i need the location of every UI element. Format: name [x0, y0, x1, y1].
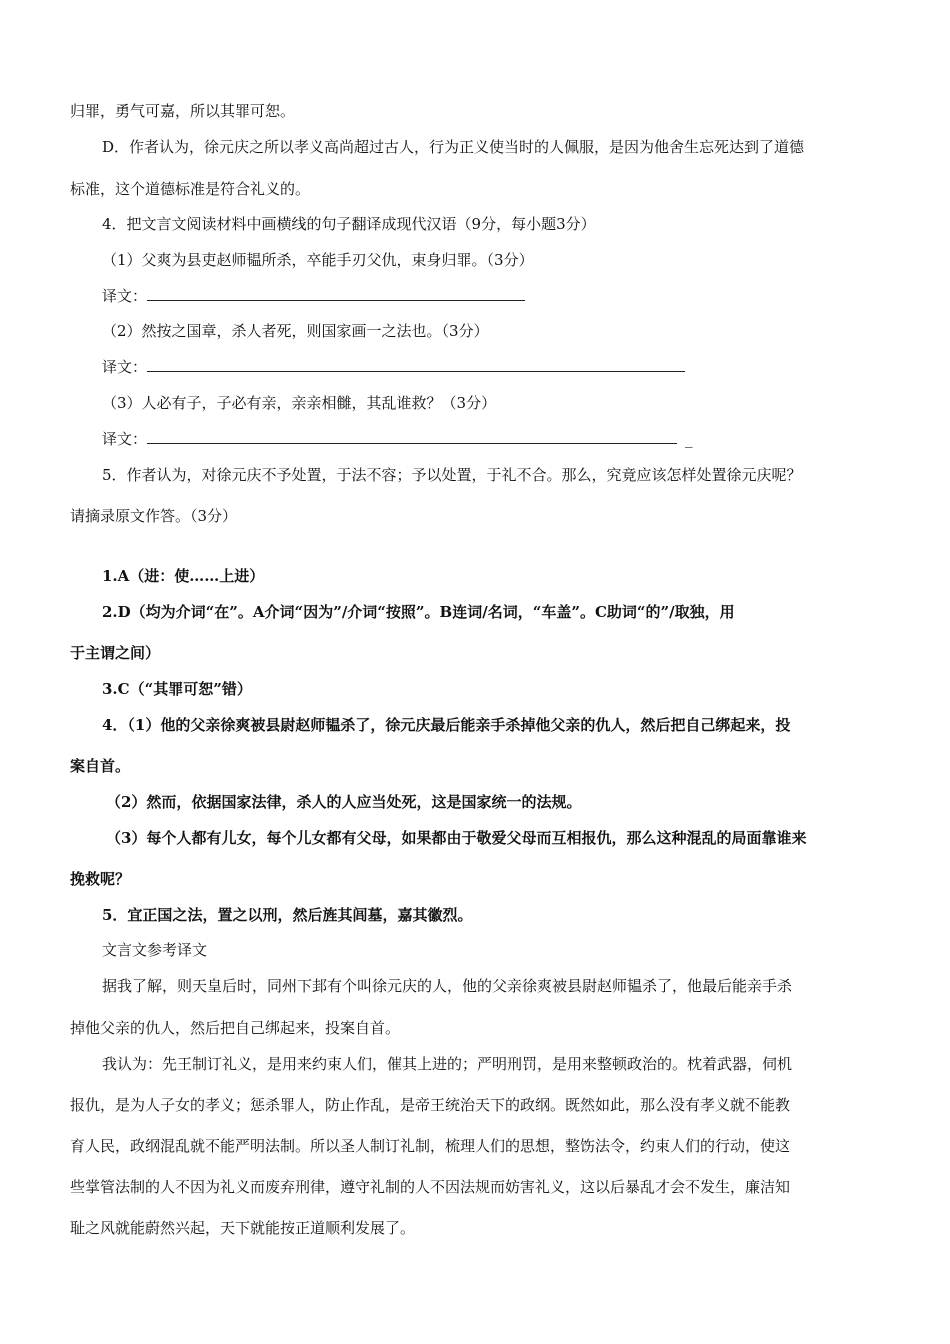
answer-1: 1.A（进：使……上进）: [102, 567, 265, 585]
text-line: 请摘录原文作答。（3分）: [70, 507, 238, 525]
translation-label: 译文：: [102, 287, 148, 305]
answer-4-2: （2）然而，依据国家法律，杀人的人应当处死，这是国家统一的法规。: [106, 793, 582, 811]
trailing-mark: _: [685, 430, 693, 448]
translation-line: 据我了解，则天皇后时，同州下邽有个叫徐元庆的人，他的父亲徐爽被县尉赵师韫杀了，他最后能亲手杀: [102, 977, 793, 995]
answer-4-1-cont: 案自首。: [70, 757, 131, 775]
translation-label: 译文：: [102, 358, 148, 376]
answer-2: 2.D（均为介词“在”。A介词“因为”/介词“按照”。B连词/名词，“车盖”。C助词“的”/取独，用: [102, 603, 735, 621]
underline-blank: [147, 429, 677, 444]
translation-line: 育人民，政纲混乱就不能严明法制。所以圣人制订礼制，梳理人们的思想，整饬法令，约束人们的行动，使这: [70, 1137, 791, 1155]
translation-line: 些掌管法制的人不因为礼义而废弃刑律，遵守礼制的人不因法规而妨害礼义，这以后暴乱才会不发生，廉洁知: [70, 1178, 791, 1196]
answer-blank-1: [102, 286, 917, 306]
answer-3: 3.C（“其罪可恕”错）: [102, 680, 252, 698]
option-d-line: D．作者认为，徐元庆之所以孝义高尚超过古人，行为正义使当时的人佩服，是因为他舍生忘死达到了道德: [102, 138, 805, 156]
underline-blank: [147, 357, 685, 372]
answer-2-cont: 于主谓之间）: [70, 644, 161, 662]
text-line: 标准，这个道德标准是符合礼义的。: [70, 180, 311, 198]
text-line: 归罪，勇气可嘉，所以其罪可恕。: [70, 102, 296, 120]
translation-line: 耻之风就能蔚然兴起，天下就能按正道顺利发展了。: [70, 1219, 416, 1237]
translation-label: 译文：: [102, 430, 148, 448]
question-4-2: （2）然按之国章，杀人者死，则国家画一之法也。（3分）: [102, 322, 489, 340]
question-4-1: （1）父爽为县吏赵师韫所杀，卒能手刃父仇，束身归罪。（3分）: [102, 251, 534, 269]
question-5: 5．作者认为，对徐元庆不予处置，于法不容；予以处置，于礼不合。那么，究竟应该怎样处置徐元庆呢？: [102, 466, 802, 484]
question-4-heading: 4．把文言文阅读材料中画横线的句子翻译成现代汉语（9分，每小题3分）: [102, 215, 596, 233]
translation-line: 我认为：先王制订礼义，是用来约束人们，催其上进的；严明刑罚，是用来整顿政治的。枕着武器，伺机: [102, 1055, 793, 1073]
answer-5: 5．宜正国之法，置之以刑，然后旌其闾墓，嘉其徽烈。: [102, 906, 473, 924]
answer-4-3-cont: 挽救呢？: [70, 870, 131, 888]
answer-blank-2: [102, 357, 917, 377]
translation-line: 掉他父亲的仇人，然后把自己绑起来，投案自首。: [70, 1019, 401, 1037]
question-4-3: （3）人必有子，子必有亲，亲亲相雠，其乱谁救？（3分）: [102, 394, 497, 412]
translation-line: 报仇，是为人子女的孝义；惩杀罪人，防止作乱，是帝王统治天下的政纲。既然如此，那么没有孝义就不能教: [70, 1096, 791, 1114]
translation-heading: 文言文参考译文: [102, 941, 208, 959]
answer-4-1: 4．（1）他的父亲徐爽被县尉赵师韫杀了，徐元庆最后能亲手杀掉他父亲的仇人，然后把自己绑起来，投: [102, 716, 791, 734]
answer-blank-3: [102, 429, 917, 449]
underline-blank: [147, 286, 525, 301]
answer-4-3: （3）每个人都有儿女，每个儿女都有父母，如果都由于敬爱父母而互相报仇，那么这种混乱的局面靠谁来: [106, 829, 807, 847]
